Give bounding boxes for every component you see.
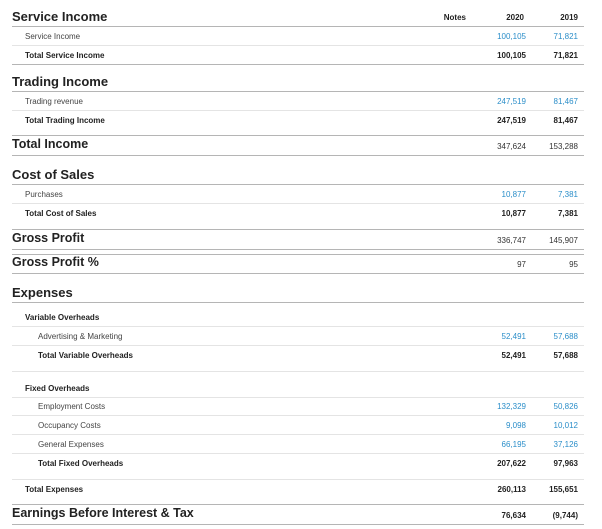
total-expenses-row (12, 479, 584, 498)
value-2019-link[interactable]: 71,821 (553, 32, 578, 41)
row-label: Service Income (25, 32, 81, 41)
value-2020-link[interactable]: 10,877 (501, 190, 526, 199)
total-income-2019: 153,288 (549, 142, 578, 151)
gross-profit-percent-label: Gross Profit % (12, 255, 99, 269)
gross-profit-2019: 145,907 (549, 236, 578, 245)
fixed-overheads-header (12, 371, 584, 398)
total-label: Total Cost of Sales (25, 209, 97, 218)
value-2020-link[interactable]: 52,491 (501, 332, 526, 341)
row-label: Trading revenue (25, 97, 83, 106)
ebit-2020: 76,634 (501, 511, 526, 520)
total-expenses-2020: 260,113 (497, 485, 526, 494)
row-label: Advertising & Marketing (38, 332, 123, 341)
ebit-2019: (9,744) (552, 511, 578, 520)
total-row (12, 454, 584, 472)
total-income-label: Total Income (12, 137, 89, 151)
total-value-2019: 71,821 (553, 51, 578, 60)
section-title: Trading Income (12, 74, 109, 89)
year-2019-column-header: 2019 (560, 13, 578, 22)
gross-profit-percent-2019: 95 (569, 260, 578, 269)
subsection-title: Variable Overheads (25, 313, 100, 322)
ebit-label: Earnings Before Interest & Tax (12, 506, 194, 520)
value-2019-link[interactable]: 7,381 (557, 190, 578, 199)
table-row (12, 92, 584, 111)
table-row (12, 27, 584, 46)
table-row (12, 435, 584, 454)
notes-column-header: Notes (443, 13, 466, 22)
gross-profit-percent-row (12, 254, 584, 274)
section-title: Expenses (12, 285, 73, 300)
variable-overheads-header (12, 303, 584, 327)
table-row (12, 416, 584, 435)
year-2020-column-header: 2020 (506, 13, 524, 22)
total-row (12, 204, 584, 222)
total-value-2020: 247,519 (497, 116, 526, 125)
total-value-2020: 100,105 (497, 51, 526, 60)
subsection-title: Fixed Overheads (25, 384, 90, 393)
value-2019-link[interactable]: 10,012 (553, 421, 578, 430)
total-row (12, 46, 584, 65)
value-2020-link[interactable]: 9,098 (505, 421, 526, 430)
trading-income-header (12, 66, 584, 92)
total-label: Total Variable Overheads (38, 351, 134, 360)
total-label: Total Trading Income (25, 116, 105, 125)
total-row (12, 346, 584, 364)
total-label: Total Fixed Overheads (38, 459, 124, 468)
gross-profit-2020: 336,747 (497, 236, 526, 245)
cost-of-sales-header (12, 160, 584, 185)
table-row (12, 327, 584, 346)
value-2019-link[interactable]: 37,126 (553, 440, 578, 449)
total-label: Total Service Income (25, 51, 105, 60)
section-title: Service Income (12, 9, 108, 24)
total-value-2020: 10,877 (501, 209, 526, 218)
ebit-row (12, 504, 584, 525)
value-2019-link[interactable]: 50,826 (553, 402, 578, 411)
value-2020-link[interactable]: 247,519 (497, 97, 526, 106)
service-income-header (12, 2, 584, 27)
total-income-row (12, 135, 584, 156)
total-value-2019: 7,381 (557, 209, 578, 218)
total-expenses-label: Total Expenses (25, 485, 84, 494)
gross-profit-percent-2020: 97 (517, 260, 526, 269)
table-row (12, 397, 584, 416)
section-title: Cost of Sales (12, 167, 95, 182)
total-row (12, 111, 584, 129)
row-label: Purchases (25, 190, 63, 199)
value-2019-link[interactable]: 81,467 (553, 97, 578, 106)
table-row (12, 185, 584, 204)
row-label: Employment Costs (38, 402, 106, 411)
expenses-header (12, 278, 584, 303)
value-2020-link[interactable]: 100,105 (497, 32, 526, 41)
gross-profit-label: Gross Profit (12, 231, 85, 245)
total-value-2019: 97,963 (553, 459, 578, 468)
value-2020-link[interactable]: 132,329 (497, 402, 526, 411)
row-label: General Expenses (38, 440, 104, 449)
value-2019-link[interactable]: 57,688 (553, 332, 578, 341)
total-income-2020: 347,624 (497, 142, 526, 151)
total-value-2020: 52,491 (501, 351, 526, 360)
total-expenses-2019: 155,651 (549, 485, 578, 494)
total-value-2019: 81,467 (553, 116, 578, 125)
total-value-2020: 207,622 (497, 459, 526, 468)
value-2020-link[interactable]: 66,195 (501, 440, 526, 449)
total-value-2019: 57,688 (553, 351, 578, 360)
row-label: Occupancy Costs (38, 421, 101, 430)
gross-profit-row (12, 229, 584, 250)
